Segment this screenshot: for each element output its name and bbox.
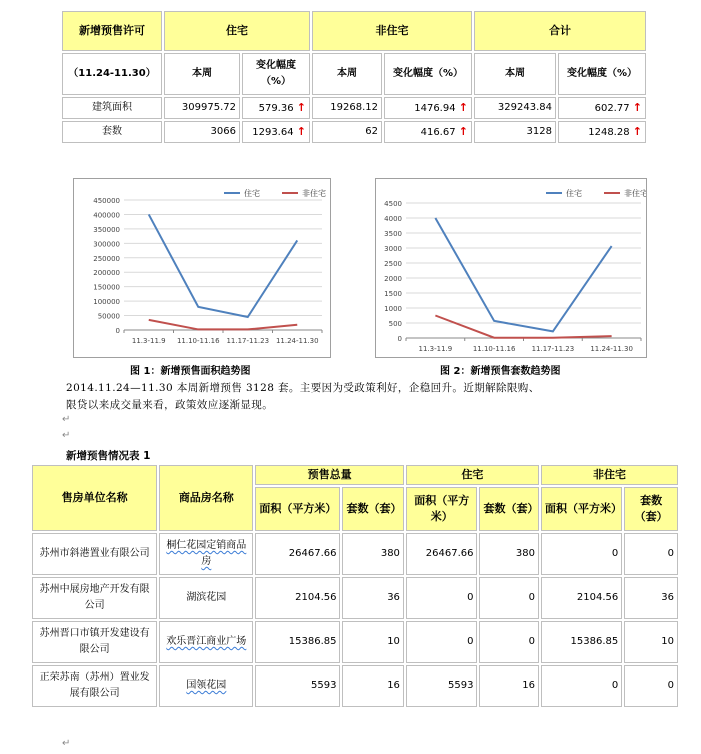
table-row [32,621,678,663]
tot-change-cell [558,97,646,119]
subheader-res-week: 本周 [164,53,240,95]
y-tick-label: 100000 [93,298,120,307]
total-units: 380 [342,533,403,575]
x-tick-label: 11.24-11.30 [590,345,633,353]
y-tick-label: 4500 [384,200,402,208]
y-tick-label: 400000 [93,211,120,220]
non-units: 36 [624,577,678,619]
y-tick-label: 200000 [93,269,120,278]
non-units: 0 [624,533,678,575]
header-area: 面积（平方米） [255,487,340,531]
non-change-cell [384,121,472,143]
total-units: 10 [342,621,403,663]
subheader-tot-week: 本周 [474,53,556,95]
non-area: 2104.56 [541,577,622,619]
res-area: 26467.66 [406,533,478,575]
up-arrow-icon: ↑ [458,100,468,114]
subheader-tot-change: 变化幅度（%） [558,53,646,95]
x-tick-label: 11.24-11.30 [275,337,319,345]
project-name: 湖滨花园 [159,577,253,619]
y-tick-label: 0 [115,327,120,335]
units-trend-chart-svg [376,179,646,357]
table-row [62,121,646,143]
header-area: 面积（平方米） [541,487,622,531]
tot-change-value: 1248.28 [588,126,630,138]
x-tick-label: 11.17-11.23 [226,337,270,345]
y-tick-label: 450000 [93,197,120,205]
header-area: 面积（平方米） [406,487,478,531]
chart2-caption: 图 2：新增预售套数趋势图 [440,366,561,377]
res-units: 380 [479,533,538,575]
presale-detail-table [30,463,680,709]
res-area: 5593 [406,665,478,707]
x-tick-label: 11.10-11.16 [176,337,220,345]
non-change-cell [384,97,472,119]
table2-title: 新增预售情况表 1 [66,450,151,462]
y-tick-label: 2000 [384,275,402,283]
total-units: 36 [342,577,403,619]
header-permit: 新增预售许可 [62,11,162,51]
header-units: 套数（套） [342,487,403,531]
non-change-value: 416.67 [420,126,456,138]
chart1-caption: 图 1：新增预售面积趋势图 [130,366,251,377]
x-tick-label: 11.10-11.16 [472,345,516,353]
paragraph-line-2: 限贷以来成交量来看，政策效应逐渐显现。 [66,399,274,411]
res-change-cell [242,97,310,119]
res-change-value: 1293.64 [252,126,294,138]
up-arrow-icon: ↑ [458,124,468,138]
header-total: 合计 [474,11,646,51]
non-week-value: 62 [312,121,382,143]
res-area: 0 [406,577,478,619]
up-arrow-icon: ↑ [632,100,642,114]
total-units: 16 [342,665,403,707]
total-area: 5593 [255,665,340,707]
non-week-value: 19268.12 [312,97,382,119]
y-tick-label: 4000 [384,215,402,223]
table-row [62,97,646,119]
up-arrow-icon: ↑ [632,124,642,138]
paragraph-mark: ↵ [62,414,71,425]
header-seller: 售房单位名称 [32,465,157,531]
non-area: 0 [541,665,622,707]
series-line-residential [149,214,298,317]
header-presale-total: 预售总量 [255,465,404,485]
subheader-non-change: 变化幅度（%） [384,53,472,95]
header-non-residential: 非住宅 [541,465,678,485]
non-area: 0 [541,533,622,575]
y-tick-label: 300000 [93,240,120,249]
x-tick-label: 11.3-11.9 [131,337,166,345]
paragraph-line-1: 2014.11.24—11.30 本周新增预售 3128 套。主要因为受政策利好，企稳回升。近期解除限购、 [66,382,540,394]
presale-summary-table [60,9,648,145]
row-label: 建筑面积 [62,97,162,119]
y-tick-label: 0 [397,335,402,343]
header-residential: 住宅 [164,11,310,51]
series-line-residential [435,218,611,331]
project-name: 国领花园 [159,665,253,707]
seller-name: 正荣苏南（苏州）置业发展有限公司 [32,665,157,707]
header-project: 商品房名称 [159,465,253,531]
table-row [32,533,678,575]
up-arrow-icon: ↑ [296,124,306,138]
legend-label: 非住宅 [302,189,326,198]
table-row [32,665,678,707]
series-line-non-residential [149,320,298,330]
res-week-value: 3066 [164,121,240,143]
non-area: 15386.85 [541,621,622,663]
project-name: 欢乐晋江商业广场 [159,621,253,663]
header-non-residential: 非住宅 [312,11,472,51]
chart-units-trend [375,178,647,358]
chart-area-trend [73,178,331,358]
legend-label: 非住宅 [624,189,646,198]
res-change-value: 579.36 [258,102,294,114]
non-units: 0 [624,665,678,707]
non-change-value: 1476.94 [414,102,456,114]
x-tick-label: 11.3-11.9 [418,345,453,353]
seller-name: 苏州中展房地产开发有限公司 [32,577,157,619]
y-tick-label: 1000 [384,305,402,313]
subheader-non-week: 本周 [312,53,382,95]
paragraph-mark: ↵ [62,430,71,441]
total-area: 2104.56 [255,577,340,619]
y-tick-label: 250000 [93,254,120,263]
up-arrow-icon: ↑ [296,100,306,114]
total-area: 15386.85 [255,621,340,663]
area-trend-chart-svg [74,179,330,357]
y-tick-label: 150000 [93,283,120,292]
header-units: 套数（套） [624,487,678,531]
tot-week-value: 329243.84 [474,97,556,119]
tot-change-value: 602.77 [594,102,630,114]
row-label: 套数 [62,121,162,143]
legend-label: 住宅 [244,189,260,198]
seller-name: 苏州市斜港置业有限公司 [32,533,157,575]
subheader-res-change: 变化幅度（%） [242,53,310,95]
y-tick-label: 50000 [97,312,120,321]
summary-paragraph [66,380,696,414]
y-tick-label: 3000 [384,245,402,253]
header-residential: 住宅 [406,465,539,485]
paragraph-mark: ↵ [62,738,71,749]
res-week-value: 309975.72 [164,97,240,119]
legend-label: 住宅 [566,189,582,198]
project-name: 桐仁花园定销商品房 [159,533,253,575]
y-tick-label: 3500 [384,230,402,238]
y-tick-label: 1500 [384,290,402,298]
tot-change-cell [558,121,646,143]
total-area: 26467.66 [255,533,340,575]
res-units: 0 [479,577,538,619]
y-tick-label: 2500 [384,260,402,268]
res-area: 0 [406,621,478,663]
table-row [32,577,678,619]
subheader-period: （11.24-11.30） [62,53,162,95]
res-change-cell [242,121,310,143]
y-tick-label: 350000 [93,225,120,234]
header-units: 套数（套） [479,487,538,531]
res-units: 16 [479,665,538,707]
res-units: 0 [479,621,538,663]
y-tick-label: 500 [388,320,402,328]
x-tick-label: 11.17-11.23 [531,345,575,353]
tot-week-value: 3128 [474,121,556,143]
seller-name: 苏州晋口市镇开发建设有限公司 [32,621,157,663]
non-units: 10 [624,621,678,663]
